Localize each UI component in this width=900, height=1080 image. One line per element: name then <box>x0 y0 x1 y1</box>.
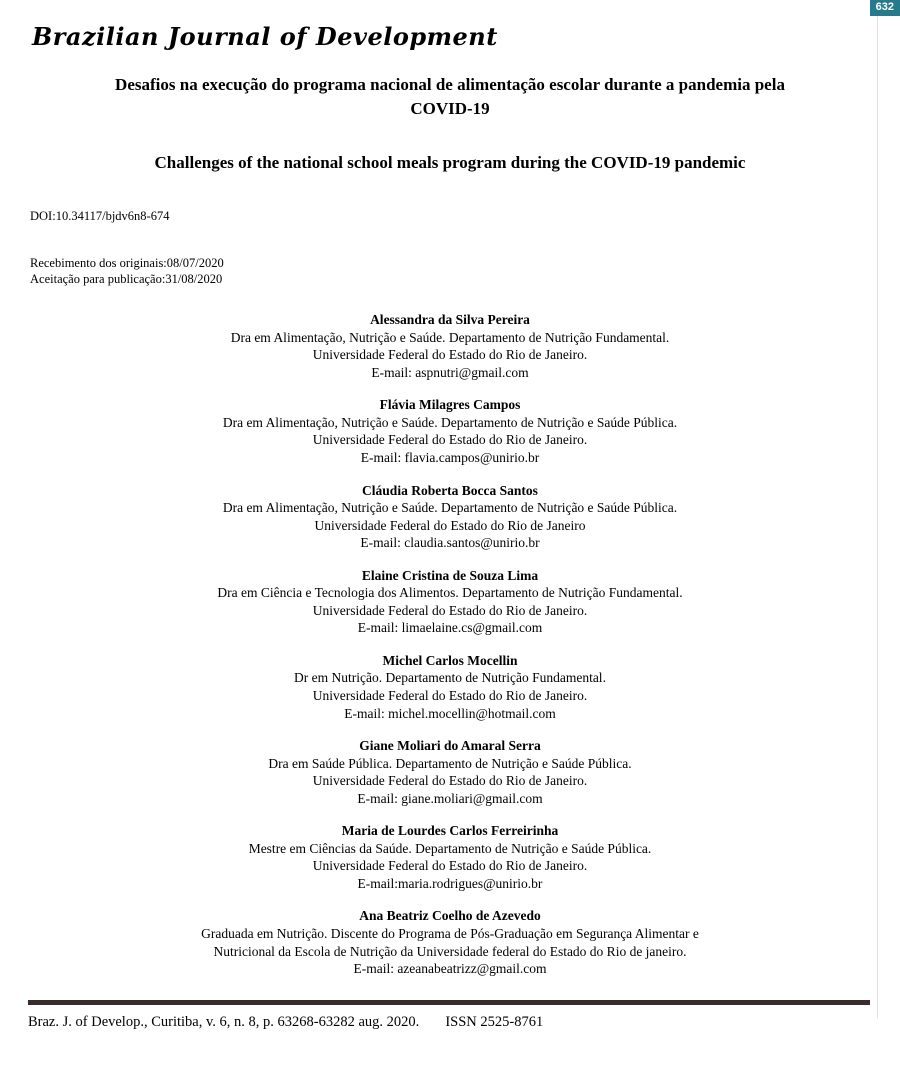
footer-citation: Braz. J. of Develop., Curitiba, v. 6, n. 8, p. 63268-63282 aug. 2020. <box>28 1014 420 1030</box>
author-affiliation-line: Dr em Nutrição. Departamento de Nutrição Fundamental. <box>294 670 606 686</box>
author-affiliation-line: Universidade Federal do Estado do Rio de Janeiro. <box>312 602 588 618</box>
footer-issn: ISSN 2525-8761 <box>445 1014 544 1030</box>
author-block <box>30 737 870 807</box>
footer-rule <box>28 1000 870 1005</box>
author-affiliation-line: Universidade Federal do Estado do Rio de Janeiro <box>314 517 586 533</box>
author-name: Alessandra da Silva Pereira <box>370 312 530 328</box>
author-affiliation-line: Mestre em Ciências da Saúde. Departamento de Nutrição e Saúde Pública. <box>248 840 652 856</box>
author-email: E-mail: claudia.santos@unirio.br <box>360 535 540 551</box>
author-name: Cláudia Roberta Bocca Santos <box>362 482 538 498</box>
author-name: Giane Moliari do Amaral Serra <box>359 738 541 754</box>
footer-text <box>28 1014 872 1031</box>
received-date: Recebimento dos originais:08/07/2020 <box>30 255 224 270</box>
author-email: E-mail: limaelaine.cs@gmail.com <box>357 620 543 636</box>
author-block <box>30 567 870 637</box>
author-affiliation-line: Universidade Federal do Estado do Rio de Janeiro. <box>312 687 588 703</box>
author-block <box>30 482 870 552</box>
author-name: Maria de Lourdes Carlos Ferreirinha <box>341 823 559 839</box>
author-email: E-mail: azeanabeatrizz@gmail.com <box>353 961 547 977</box>
authors-section <box>30 311 870 978</box>
author-email: E-mail: michel.mocellin@hotmail.com <box>344 705 556 721</box>
author-email: E-mail: giane.moliari@gmail.com <box>357 790 543 806</box>
author-affiliation-line: Dra em Alimentação, Nutrição e Saúde. Departamento de Nutrição e Saúde Pública. <box>222 414 678 430</box>
article-title-pt: Desafios na execução do programa nacional de alimentação escolar durante a pandemia pela COVID-19 <box>115 75 785 118</box>
author-block <box>30 311 870 381</box>
author-name: Ana Beatriz Coelho de Azevedo <box>359 908 541 924</box>
author-affiliation-line: Nutricional da Escola de Nutrição da Universidade federal do Estado do Rio de janeiro. <box>213 943 687 959</box>
author-block <box>30 652 870 722</box>
author-affiliation-line: Dra em Ciência e Tecnologia dos Alimentos. Departamento de Nutrição Fundamental. <box>217 585 683 601</box>
author-affiliation-line: Dra em Alimentação, Nutrição e Saúde. Departamento de Nutrição Fundamental. <box>230 329 670 345</box>
author-block <box>30 822 870 892</box>
author-affiliation-line: Dra em Alimentação, Nutrição e Saúde. Departamento de Nutrição e Saúde Pública. <box>222 500 678 516</box>
author-name: Elaine Cristina de Souza Lima <box>361 567 539 583</box>
author-affiliation-line: Graduada em Nutrição. Discente do Programa de Pós-Graduação em Segurança Alimentar e <box>201 926 699 941</box>
author-block <box>30 396 870 466</box>
article-title-en: Challenges of the national school meals program during the COVID-19 pandemic <box>154 152 746 172</box>
author-email: E-mail:maria.rodrigues@unirio.br <box>357 875 543 891</box>
page-footer <box>0 1000 900 1031</box>
author-block <box>30 907 870 977</box>
page-number-badge: 632 <box>870 0 900 16</box>
accepted-date: Aceitação para publicação:31/08/2020 <box>30 271 223 286</box>
author-affiliation-line: Universidade Federal do Estado do Rio de Janeiro. <box>312 858 588 874</box>
author-email: E-mail: aspnutri@gmail.com <box>371 364 529 380</box>
author-affiliation-line: Universidade Federal do Estado do Rio de Janeiro. <box>312 432 588 448</box>
author-name: Flávia Milagres Campos <box>379 397 521 413</box>
author-affiliation-line: Universidade Federal do Estado do Rio de Janeiro. <box>312 347 588 363</box>
doi-text: DOI:10.34117/bjdv6n8-674 <box>30 209 170 224</box>
journal-title: Brazilian Journal of Development <box>32 22 498 51</box>
author-email: E-mail: flavia.campos@unirio.br <box>360 449 540 465</box>
author-affiliation-line: Dra em Saúde Pública. Departamento de Nutrição e Saúde Pública. <box>268 755 632 771</box>
page-edge-line <box>877 0 878 1018</box>
author-name: Michel Carlos Mocellin <box>382 652 518 668</box>
author-affiliation-line: Universidade Federal do Estado do Rio de Janeiro. <box>312 773 588 789</box>
